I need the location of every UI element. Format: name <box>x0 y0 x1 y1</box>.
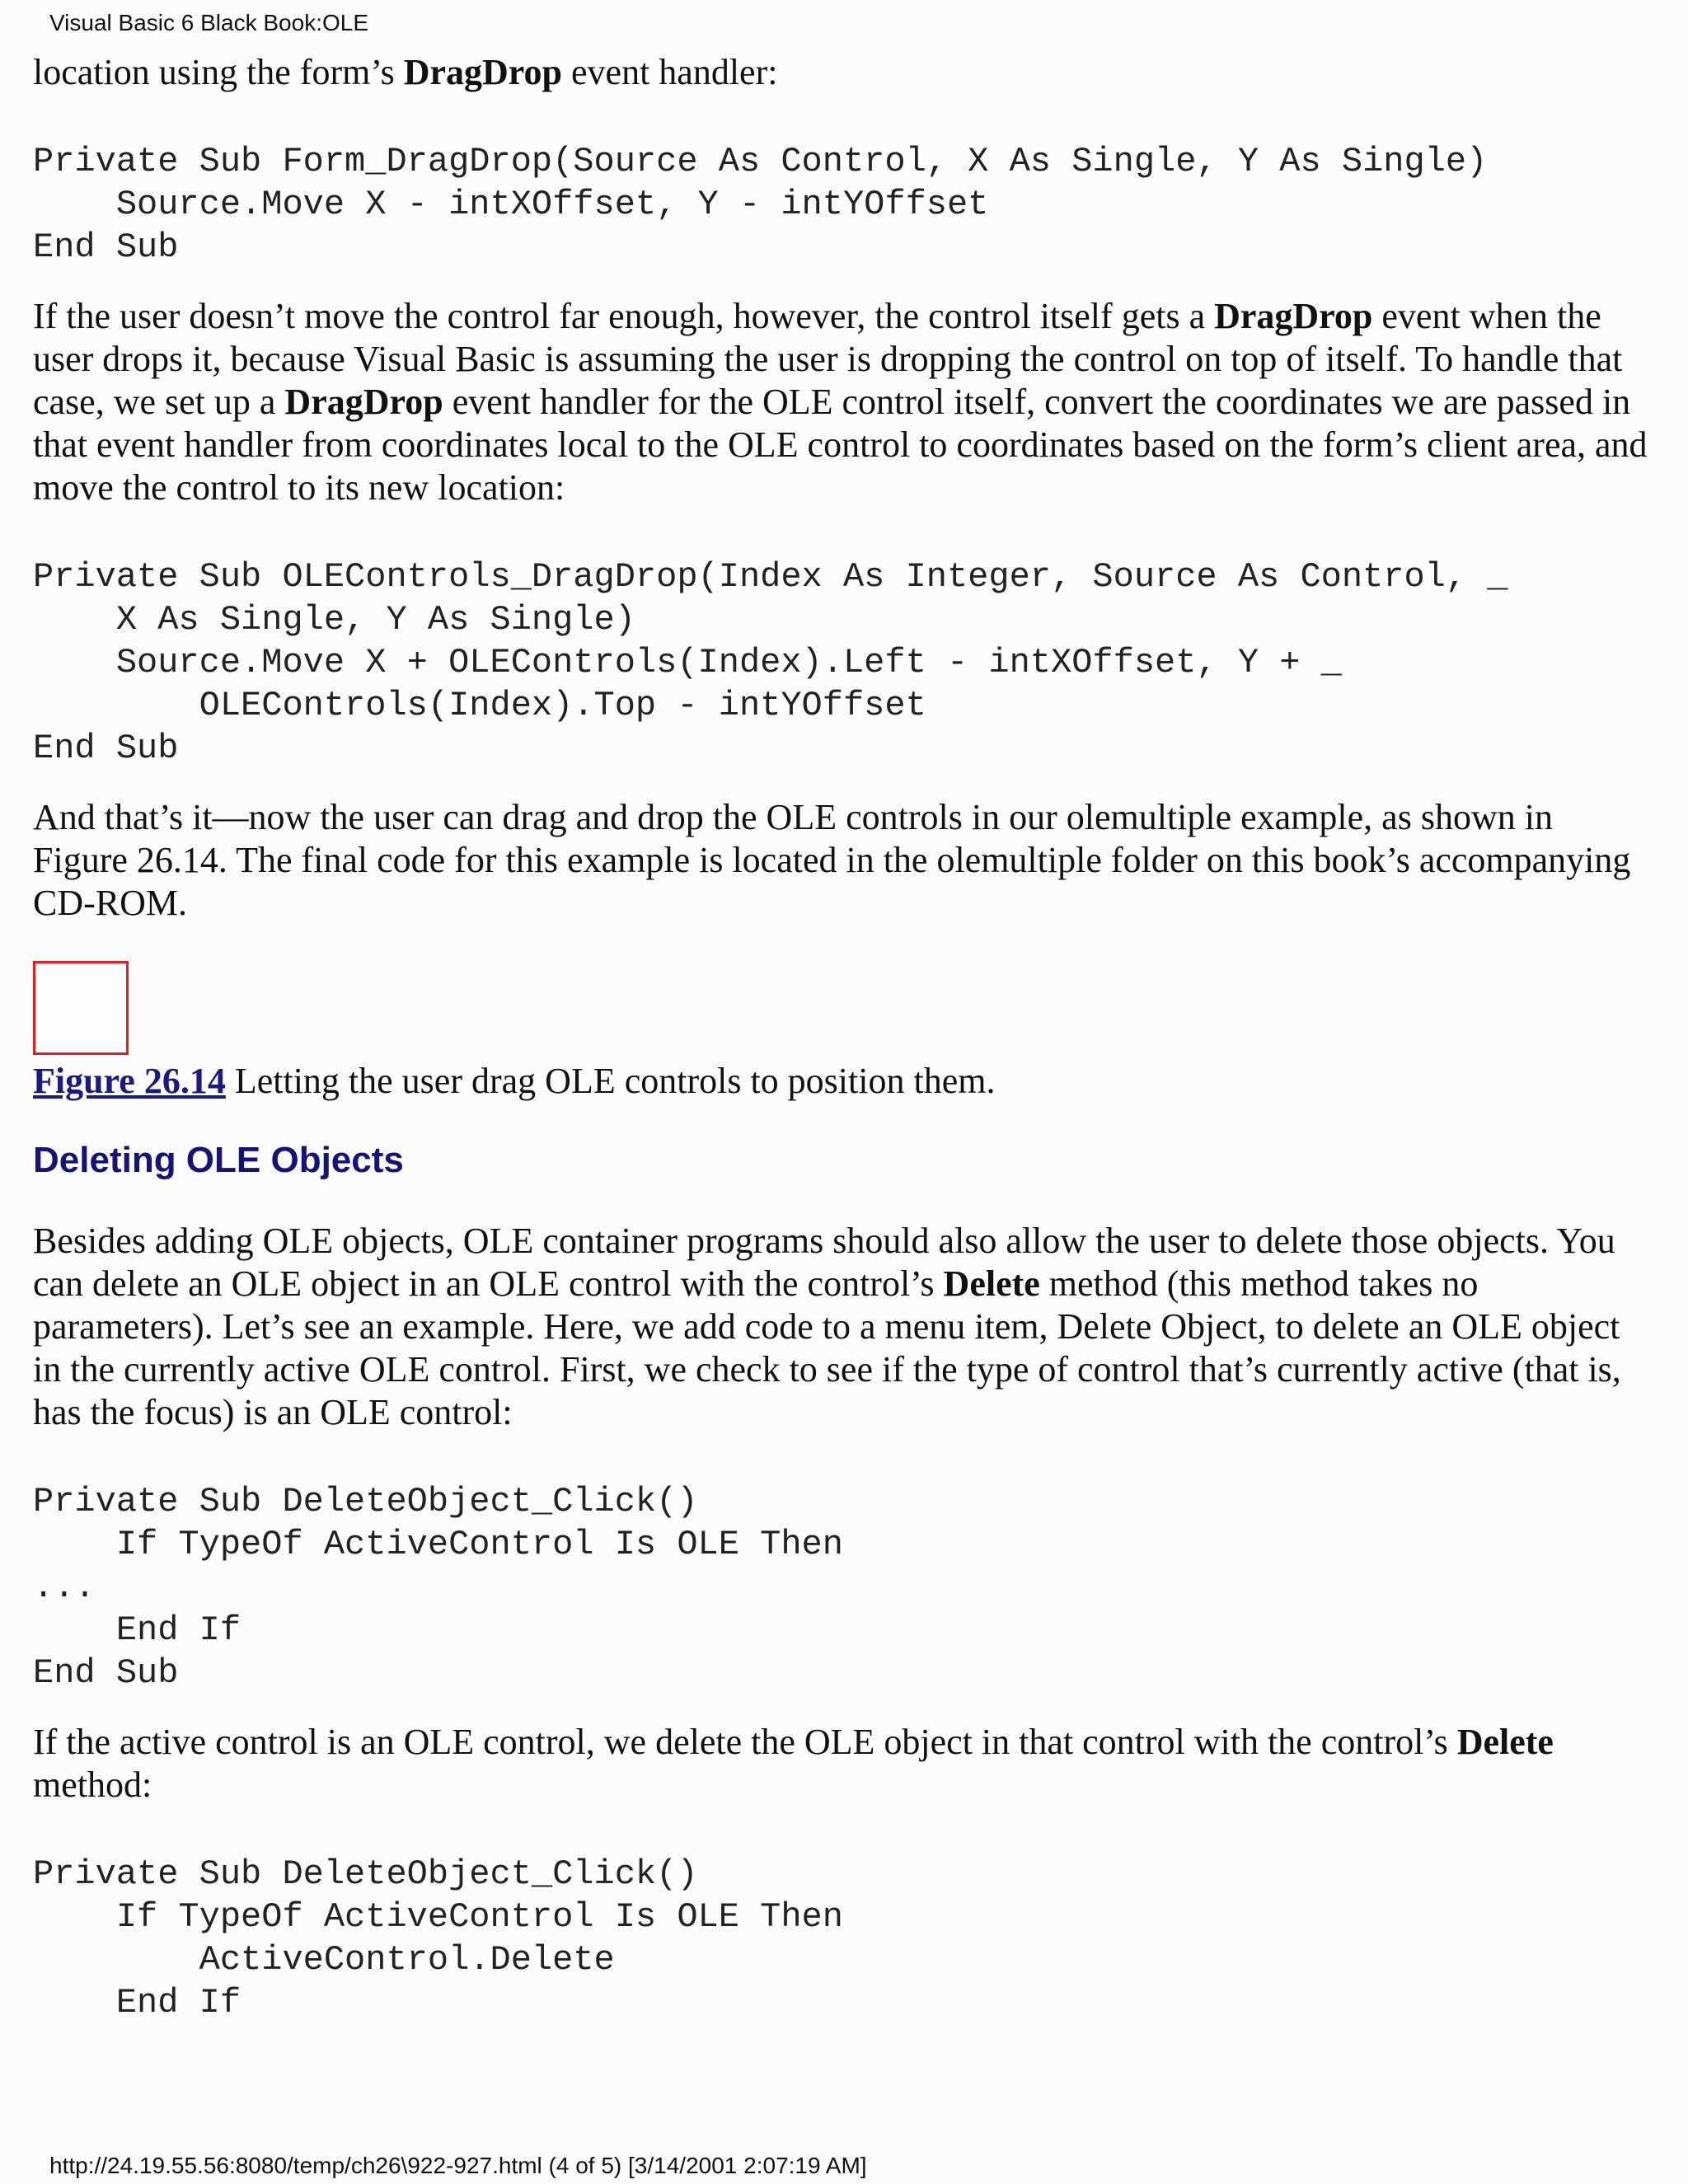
code-block-deleteobject-check: Private Sub DeleteObject_Click() If TypeOf ActiveControl Is OLE Then ... End If End Sub <box>33 1482 843 1693</box>
figure-image-placeholder[interactable] <box>33 961 129 1055</box>
para1-text-2: event when the user drops it, because Visual Basic is assuming the user is dropping the control on top of itself. To handle that case, we set up a <box>33 296 1623 422</box>
intro-text-end: event handler: <box>562 52 778 92</box>
para4-text-2: method: <box>33 1765 152 1805</box>
para1-bold-2: DragDrop <box>284 382 443 422</box>
page-footer-url: http://24.19.55.56:8080/temp/ch26\922-927.html (4 of 5) [3/14/2001 2:07:19 AM] <box>49 2153 867 2178</box>
page-header: Visual Basic 6 Black Book:OLE <box>49 10 369 35</box>
intro-text-start: location using the form’s <box>33 52 404 92</box>
document-body <box>33 51 1648 2024</box>
paragraph-active-control <box>33 1721 1648 1807</box>
para3-text-1: Besides adding OLE objects, OLE container programs should also allow the user to delete those objects. You can delete an OLE object in an OLE control with the control’s <box>33 1221 1615 1304</box>
figure-caption <box>33 1060 1648 1103</box>
intro-paragraph <box>33 51 1648 94</box>
figure-link[interactable]: Figure 26.14 <box>33 1061 226 1101</box>
paragraph-deleting <box>33 1220 1648 1434</box>
para4-bold-1: Delete <box>1456 1722 1554 1762</box>
section-title: Deleting OLE Objects <box>33 1140 404 1180</box>
para1-bold-1: DragDrop <box>1214 296 1373 336</box>
code-block-form-dragdrop: Private Sub Form_DragDrop(Source As Control, X As Single, Y As Single) Source.Move X - intXOffset, Y - intYOffset End Sub <box>33 142 1488 267</box>
para3-bold-1: Delete <box>943 1263 1040 1304</box>
paragraph-control-dragdrop <box>33 295 1648 509</box>
code-block-olecontrols-dragdrop: Private Sub OLEControls_DragDrop(Index As Integer, Source As Control, _ X As Single, Y As Single) Source.Move X + OLEControls(Index).Left - intXOffset, Y + _ OLEControls(Index).Top - intYOffset End Sub <box>33 557 1508 768</box>
para4-text-1: If the active control is an OLE control, we delete the OLE object in that control with the control’s <box>33 1722 1457 1762</box>
code-block-deleteobject-delete: Private Sub DeleteObject_Click() If TypeOf ActiveControl Is OLE Then ActiveControl.Delete End If <box>33 1854 843 2022</box>
figure-caption-text: Letting the user drag OLE controls to position them. <box>234 1061 996 1101</box>
paragraph-thats-it: And that’s it—now the user can drag and drop the OLE controls in our olemultiple example, as shown in Figure 26.14. The final code for this example is located in the olemultiple folder on this book’s accompanying CD-ROM. <box>33 797 1631 923</box>
intro-bold-term: DragDrop <box>403 52 563 92</box>
para3-text-2: method (this method takes no parameters). Let’s see an example. Here, we add code to a menu item, Delete Object, to delete an OLE object in the currently active OLE control. First, we check to see if the type of control that’s currently active (that is, has the focus) is an OLE control: <box>33 1263 1621 1432</box>
para1-text-3: event handler for the OLE control itself, convert the coordinates we are passed in that event handler from coordinates local to the OLE control to coordinates based on the form’s client area, and move the control to its new location: <box>33 382 1648 508</box>
para1-text-1: If the user doesn’t move the control far enough, however, the control itself gets a <box>33 296 1215 336</box>
